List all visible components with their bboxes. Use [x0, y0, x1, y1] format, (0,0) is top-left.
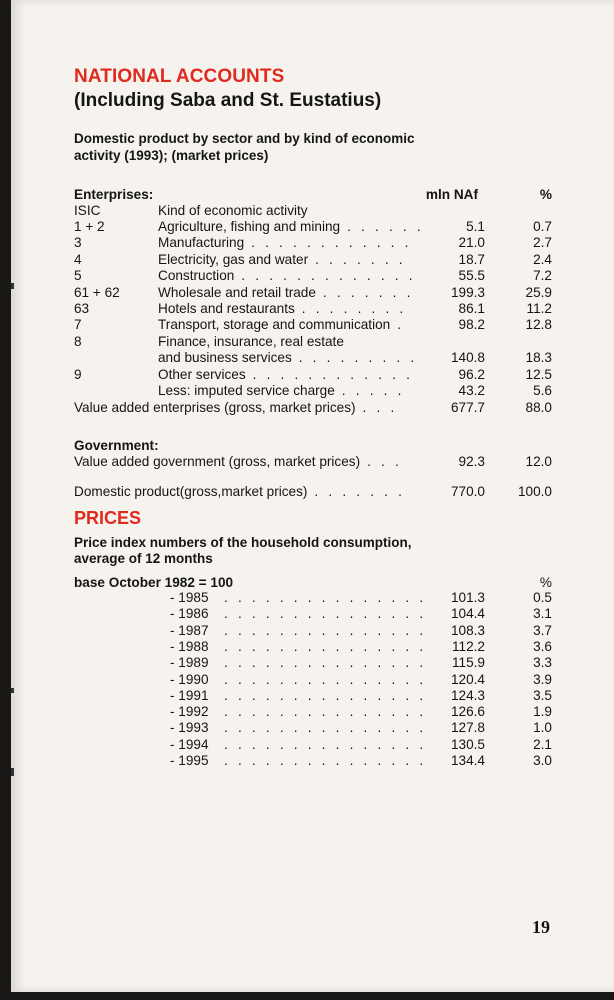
- index-value: 127.8: [450, 720, 485, 736]
- percent-value: 11.2: [526, 301, 552, 316]
- isic-code: 63: [74, 301, 90, 316]
- leader-dots: . . . . . . . . . . . . .: [234, 268, 416, 284]
- table-row: [74, 366, 614, 383]
- table-row: [74, 349, 614, 366]
- leader-dots: . . . . .: [334, 383, 405, 398]
- table-row: [74, 267, 614, 284]
- government-label: Government:: [74, 438, 159, 453]
- leader-dots: . . . . . . . . . . . . . . .: [224, 736, 427, 752]
- index-value: 126.6: [450, 704, 485, 720]
- leader-dots: . . . . . . . .: [294, 301, 407, 316]
- activity-label: Hotels and restaurants: [158, 301, 295, 316]
- amount-value: 21.0: [458, 235, 485, 251]
- leader-dots: . . . . . . . . . . . .: [245, 366, 414, 382]
- scan-mark: [11, 283, 14, 289]
- percent-value: 2.4: [533, 251, 552, 267]
- value-added-ent-pct: 88.0: [525, 400, 552, 415]
- index-value: 115.9: [451, 655, 485, 671]
- amount-value: 18.7: [458, 251, 485, 267]
- isic-code: 9: [74, 366, 82, 382]
- change-pct: 1.0: [533, 720, 552, 736]
- prices-title-line2: average of 12 months: [74, 551, 213, 566]
- activity-description: [158, 284, 414, 301]
- leader-dots: . . .: [360, 454, 402, 469]
- change-pct: 3.3: [533, 655, 552, 671]
- document-page: [11, 0, 614, 992]
- activity-label: and business services: [158, 350, 292, 366]
- table-row: [74, 719, 614, 736]
- prices-heading: PRICES: [74, 508, 142, 528]
- base-label: base October 1982 = 100: [74, 575, 234, 590]
- year-label: - 1994: [170, 736, 209, 752]
- value-added-enterprises-row: [74, 399, 614, 416]
- change-pct: 3.0: [533, 753, 552, 768]
- value-added-gov-label: Value added government (gross, market prices): [74, 454, 361, 469]
- activity-label: Wholesale and retail trade: [158, 284, 316, 300]
- leader-dots: . . . . . . . . . . . . . . .: [224, 622, 427, 638]
- value-added-government-row: [74, 453, 614, 470]
- year-label: - 1988: [170, 638, 209, 654]
- activity-description: [158, 267, 416, 284]
- change-pct: 3.5: [533, 687, 552, 703]
- table-row: [74, 234, 614, 251]
- leader-dots: . . . . . . . . . . . . . . .: [224, 606, 427, 622]
- leader-dots: . . .: [355, 400, 398, 415]
- leader-dots: . . . . . . .: [308, 251, 406, 267]
- amount-value: 140.8: [450, 350, 485, 366]
- percent-value: 25.9: [525, 284, 552, 300]
- table-row: [74, 382, 614, 399]
- change-pct: 3.9: [533, 671, 552, 687]
- activity-label: Transport, storage and communication: [158, 317, 391, 333]
- leader-dots: . . . . . . . . . . . . . . .: [224, 655, 427, 671]
- table-row: [74, 654, 614, 671]
- year-label: - 1987: [170, 622, 209, 638]
- leader-dots: . . . . . . . . . . . . . . .: [224, 687, 427, 703]
- leader-dots: . . . . . . . . . . . . . . .: [224, 704, 427, 720]
- amount-value: 55.5: [458, 268, 485, 284]
- change-pct: 3.1: [533, 606, 552, 622]
- leader-dots: . . . . . . . . . . . . . . .: [224, 720, 427, 736]
- isic-code: 61 + 62: [74, 284, 120, 300]
- table-title-line1: Domestic product by sector and by kind of economic: [74, 131, 415, 146]
- change-pct: 0.5: [533, 590, 552, 605]
- leader-dots: . . . . . . .: [315, 284, 414, 300]
- amount-value: 43.2: [458, 383, 485, 398]
- value-added-ent-amount: 677.7: [450, 400, 485, 415]
- activity-label: Construction: [158, 268, 235, 284]
- percent-value: 18.3: [525, 350, 552, 366]
- table-row: [74, 736, 614, 753]
- percent-value: 12.5: [525, 366, 552, 382]
- leader-dots: . . . . . . . . . . . .: [244, 235, 412, 251]
- table-row: [74, 251, 614, 268]
- index-value: 112.2: [451, 638, 485, 654]
- leader-dots: .: [390, 317, 405, 333]
- year-label: - 1992: [170, 704, 209, 720]
- amount-value: 199.3: [450, 284, 485, 300]
- table-row: [74, 752, 614, 769]
- isic-code: 5: [74, 268, 82, 284]
- value-added-gov-amount: 92.3: [458, 454, 485, 469]
- index-value: 101.3: [450, 590, 485, 605]
- table-row: [74, 589, 614, 606]
- index-value: 108.3: [450, 622, 485, 638]
- value-added-gov-pct: 12.0: [525, 454, 552, 469]
- page-number: 19: [532, 917, 550, 937]
- activity-description: [158, 300, 406, 317]
- year-label: - 1995: [170, 753, 209, 768]
- activity-description: [158, 333, 344, 350]
- kind-label: Kind of economic activity: [158, 203, 308, 218]
- table-row: [74, 284, 614, 301]
- year-label: - 1985: [170, 590, 209, 605]
- amount-value: 86.1: [458, 301, 485, 316]
- isic-code: 8: [74, 333, 82, 349]
- leader-dots: . . . . . . . . . . . . . . .: [224, 671, 427, 687]
- activity-description: [158, 218, 424, 235]
- table-row: [74, 671, 614, 688]
- index-value: 104.4: [450, 606, 485, 622]
- table-row: [74, 605, 614, 622]
- table-row: [74, 300, 614, 317]
- year-label: - 1990: [170, 671, 209, 687]
- year-label: - 1989: [170, 655, 209, 671]
- enterprises-header-row: [74, 186, 614, 203]
- domestic-product-pct: 100.0: [517, 484, 552, 499]
- percent-value: 12.8: [525, 317, 552, 333]
- leader-dots: . . . . . . . . . . . . . . .: [224, 638, 427, 654]
- leader-dots: . . . . . . . . . . . . . . .: [224, 753, 427, 768]
- national-accounts-heading: NATIONAL ACCOUNTS: [74, 66, 285, 87]
- leader-dots: . . . . . . . . .: [291, 350, 418, 366]
- activity-description: [158, 251, 406, 268]
- activity-label: Finance, insurance, real estate: [158, 333, 344, 349]
- column-header-amount: mln NAf: [425, 187, 478, 202]
- year-label: - 1991: [170, 687, 209, 703]
- activity-label: Less: imputed service charge: [158, 383, 335, 398]
- change-pct: 3.6: [533, 638, 552, 654]
- index-value: 124.3: [450, 687, 485, 703]
- activity-label: Manufacturing: [158, 235, 245, 251]
- year-label: - 1993: [170, 720, 209, 736]
- enterprises-label: Enterprises:: [74, 187, 154, 202]
- year-label: - 1986: [170, 606, 209, 622]
- index-value: 134.4: [450, 753, 485, 768]
- prices-column-header-pct: %: [539, 575, 552, 590]
- change-pct: 3.7: [533, 622, 552, 638]
- amount-value: 5.1: [466, 219, 485, 234]
- national-accounts-subtitle: (Including Saba and St. Eustatius): [74, 90, 382, 111]
- activity-label: Electricity, gas and water: [158, 251, 309, 267]
- percent-value: 5.6: [533, 383, 552, 398]
- table-row: [74, 703, 614, 720]
- percent-value: 7.2: [533, 268, 552, 284]
- domestic-product-row: [74, 483, 614, 500]
- isic-code: 4: [74, 251, 82, 267]
- table-row: [74, 638, 614, 655]
- isic-code: 3: [74, 235, 82, 251]
- isic-code: 7: [74, 317, 82, 333]
- prices-title-line1: Price index numbers of the household consumption,: [74, 535, 412, 550]
- amount-value: 96.2: [458, 366, 485, 382]
- activity-description: [158, 349, 417, 366]
- activity-description: [158, 382, 405, 399]
- change-pct: 2.1: [533, 736, 552, 752]
- leader-dots: . . . . . . . . . . . . . . .: [224, 590, 427, 605]
- table-row: [74, 622, 614, 639]
- activity-description: [158, 316, 404, 333]
- change-pct: 1.9: [533, 704, 552, 720]
- column-header-pct: %: [539, 187, 552, 202]
- scan-mark: [11, 688, 14, 693]
- table-row: [74, 687, 614, 704]
- table-row: [74, 333, 614, 350]
- table-row: [74, 316, 614, 333]
- scan-mark: [11, 768, 14, 776]
- leader-dots: . . . . . .: [340, 219, 424, 234]
- activity-label: Agriculture, fishing and mining: [158, 219, 341, 234]
- index-value: 130.5: [450, 736, 485, 752]
- table-row: [74, 218, 614, 235]
- leader-dots: . . . . . . .: [307, 484, 406, 499]
- isic-header-row: [74, 202, 614, 219]
- percent-value: 2.7: [533, 235, 552, 251]
- isic-code: 1 + 2: [74, 219, 105, 234]
- isic-label: ISIC: [74, 203, 101, 218]
- domestic-product-label: Domestic product(gross,market prices): [74, 484, 308, 499]
- index-value: 120.4: [450, 671, 485, 687]
- domestic-product-amount: 770.0: [450, 484, 485, 499]
- percent-value: 0.7: [533, 219, 552, 234]
- activity-description: [158, 234, 412, 251]
- value-added-ent-label: Value added enterprises (gross, market prices): [74, 400, 356, 415]
- amount-value: 98.2: [458, 317, 485, 333]
- table-title-line2: activity (1993); (market prices): [74, 148, 269, 163]
- activity-description: [158, 366, 413, 383]
- activity-label: Other services: [158, 366, 246, 382]
